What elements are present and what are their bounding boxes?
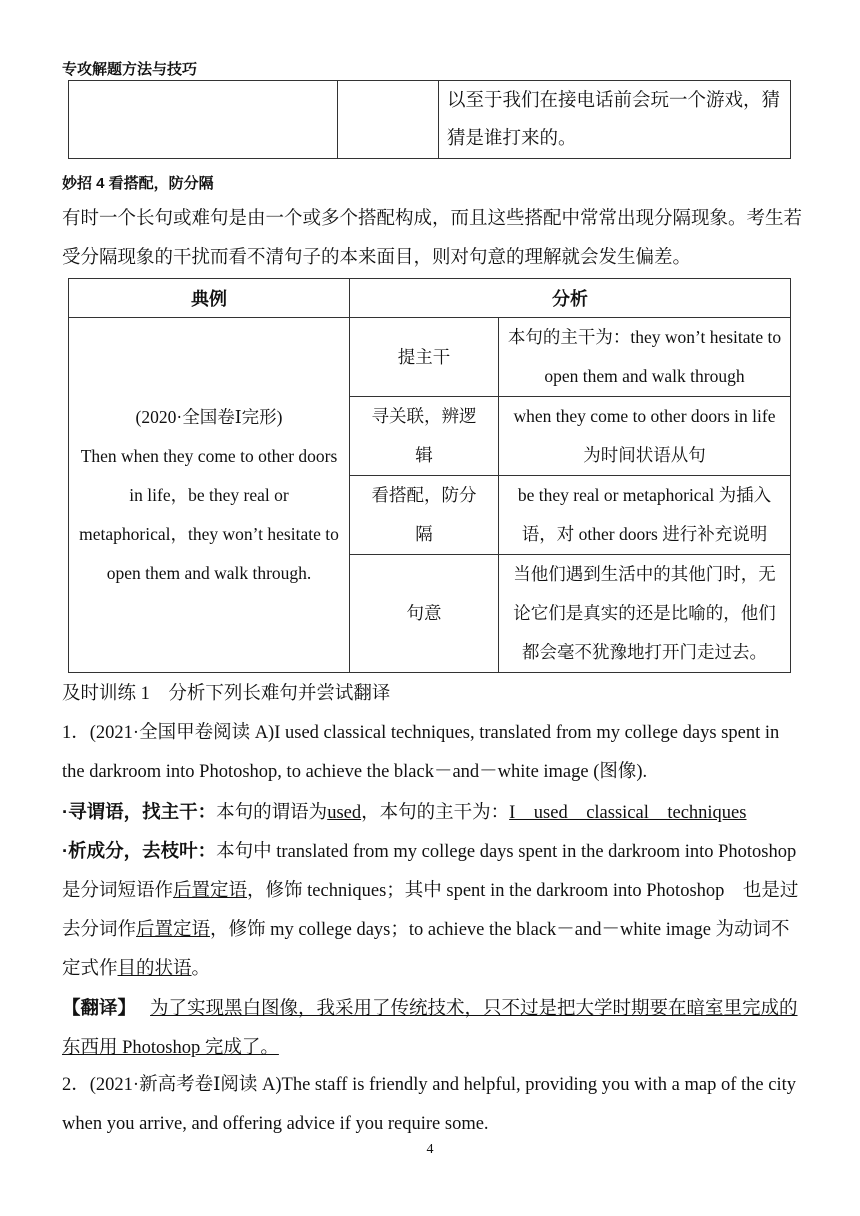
header-example: 典例 [69, 279, 350, 318]
step-2-answer: 后置定语 [173, 881, 248, 901]
row-label: 看搭配，防分隔 [350, 476, 499, 555]
example-cell [69, 318, 350, 673]
translation-cell: 以至于我们在接电话前会玩一个游戏，猜猜是谁打来的。 [439, 81, 791, 159]
question-1-prefix: 1．(2021·全国甲卷阅读 A) [62, 723, 275, 743]
step-1-answer: used [327, 803, 362, 823]
step-2-text: ，修饰 techniques；其中 spent in the darkroom into Photoshop 也是过去分词作 [62, 881, 799, 940]
step-1-text: 本句的谓语为 [216, 803, 328, 823]
page-header: 专攻解题方法与技巧 [62, 61, 198, 78]
translation [62, 988, 802, 1068]
empty-cell [69, 81, 338, 159]
row-analysis: when they come to other doors in life 为时间状语从句 [499, 397, 791, 476]
page-number: 4 [426, 1142, 434, 1157]
step-2-label: ·析成分，去枝叶： [62, 840, 217, 861]
step-1 [62, 792, 802, 833]
header-analysis: 分析 [350, 279, 791, 318]
step-2-answer: 目的状语 [117, 959, 192, 979]
translation-label: 【翻译】 [62, 997, 137, 1018]
empty-cell [338, 81, 439, 159]
row-label: 句意 [350, 555, 499, 673]
example-table [68, 278, 791, 673]
row-analysis: 当他们遇到生活中的其他门时，无论它们是真实的还是比喻的，他们都会毫不犹豫地打开门走过去。 [499, 555, 791, 673]
step-2-answer: 后置定语 [136, 920, 211, 940]
question-2 [62, 1066, 802, 1144]
row-analysis: 本句的主干为：they won’t hesitate to open them and walk through [499, 318, 791, 397]
practice-title: 及时训练 1 分析下列长难句并尝试翻译 [62, 684, 391, 704]
question-1-text: I used classical techniques, translated from my college days spent in the darkroom into Photoshop, to achieve the black－and－white image (图像). [62, 723, 780, 782]
translation-text: 为了实现黑白图像，我采用了传统技术，只不过是把大学时期要在暗室里完成的东西用 Photoshop 完成了。 [62, 999, 798, 1058]
step-2-text: 。 [191, 959, 211, 979]
step-1-label: ·寻谓语，找主干： [62, 801, 217, 822]
step-2 [62, 831, 802, 989]
step-2-text: ，修饰 my college days；to achieve the black－and－white image 为动词不定式作 [62, 920, 790, 979]
section-intro: 有时一个长句或难句是由一个或多个搭配构成，而且这些搭配中常常出现分隔现象。考生若受分隔现象的干扰而看不清句子的本来面目，则对句意的理解就会发生偏差。 [62, 209, 803, 268]
example-source: (2020·全国卷Ⅰ完形) [135, 406, 283, 427]
example-text: Then when they come to other doors in life，be they real or metaphorical，they won’t hesitate to open them and walk through. [79, 445, 339, 583]
question-2-prefix: 2．(2021·新高考卷Ⅰ阅读 A) [62, 1075, 282, 1095]
row-label: 寻关联，辨逻辑 [350, 397, 499, 476]
section-title: 妙招 4 看搭配，防分隔 [62, 175, 214, 192]
step-1-answer: I used classical techniques [509, 803, 747, 823]
continued-table [68, 80, 791, 159]
row-label: 提主干 [350, 318, 499, 397]
step-2-text: 本句中 translated from my college days spent in the darkroom into Photoshop 是分词短语作 [62, 842, 797, 901]
question-2-text: The staff is friendly and helpful, providing you with a map of the city when you arrive, and offering advice if you require some. [62, 1075, 796, 1134]
question-1 [62, 714, 802, 792]
row-analysis: be they real or metaphorical 为插入语，对 other doors 进行补充说明 [499, 476, 791, 555]
step-1-text: ，本句的主干为： [361, 803, 510, 823]
